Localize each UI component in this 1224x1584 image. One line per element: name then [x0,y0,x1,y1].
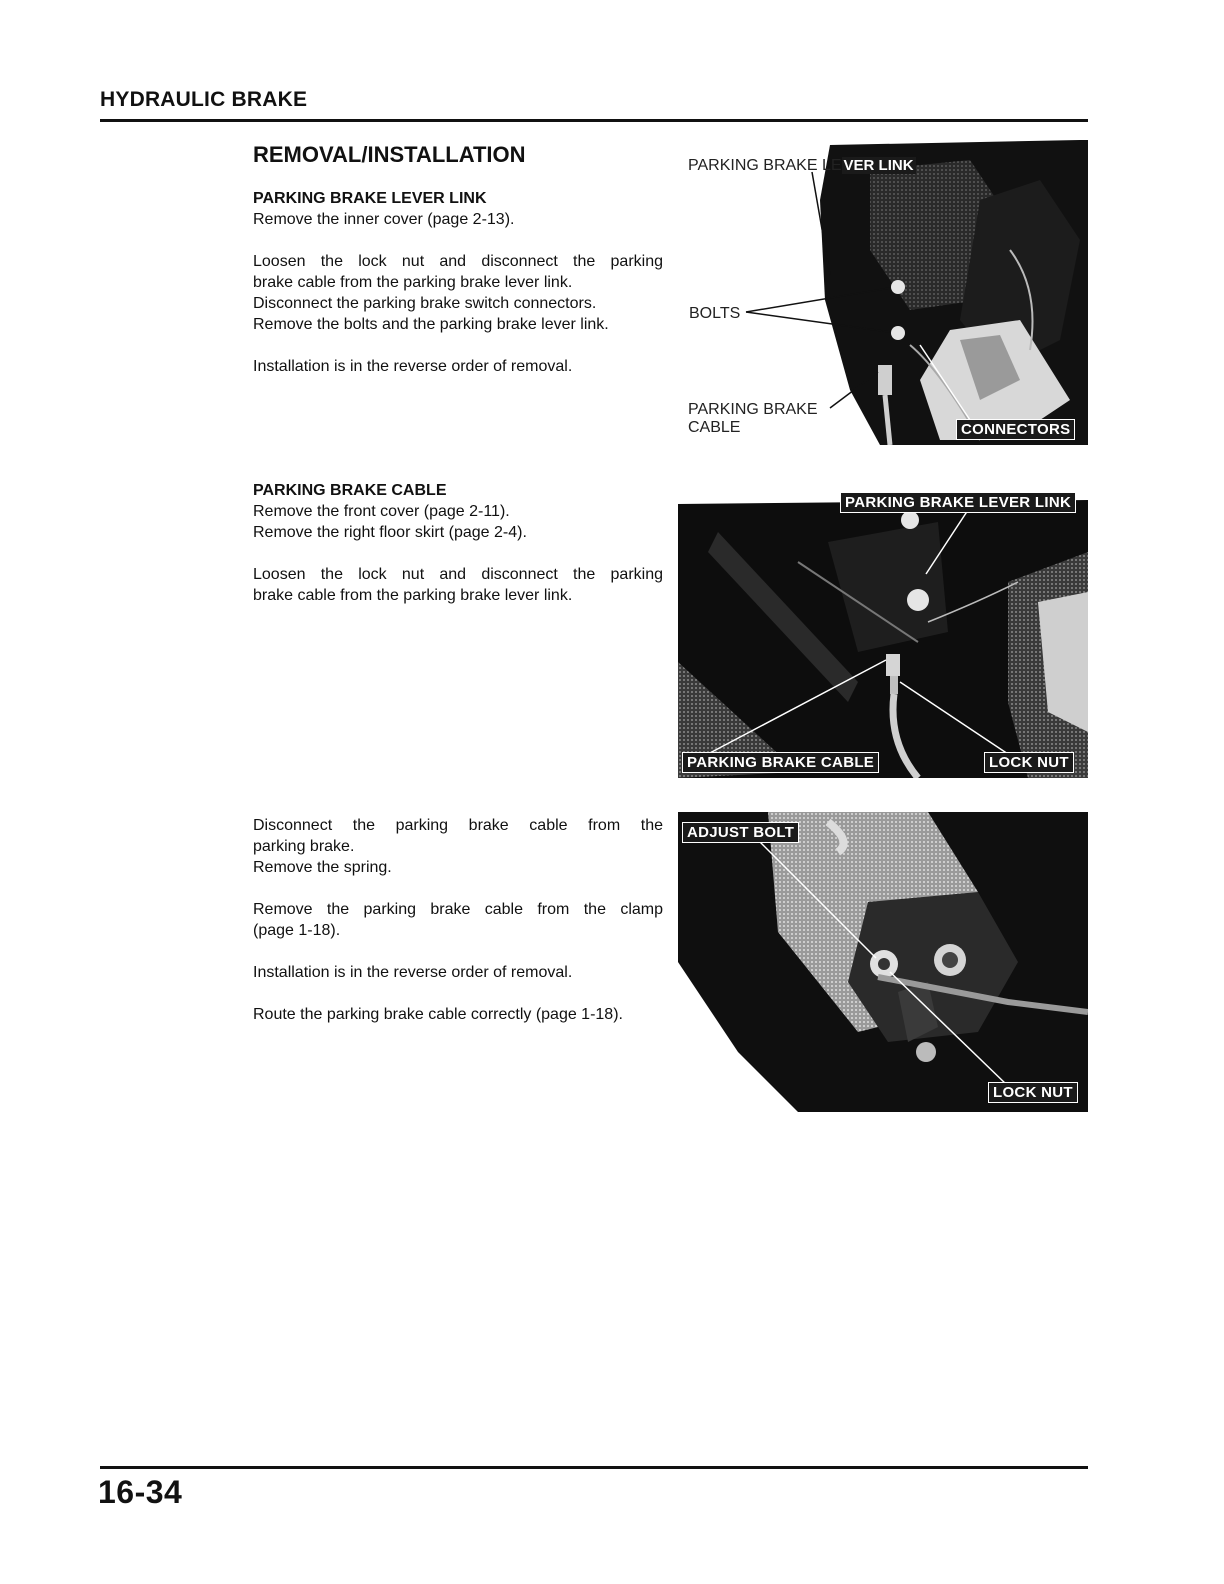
figure-parking-brake-photo [678,812,1088,1112]
label-cable: PARKING BRAKE CABLE [682,752,879,773]
cable-detail-line: parking brake. [253,838,355,855]
label-lever-link-b: VER LINK [843,157,914,174]
cable-step1 [253,501,663,543]
cable-detail-line: Route the parking brake cable correctly (page 1-18). [253,1006,623,1023]
figure-lever-link [680,140,1088,445]
cable-detail-step2 [253,899,663,941]
lever-link-line: brake cable from the parking brake lever link. [253,274,573,291]
figure-lever-link-photo [680,140,1088,445]
cable-detail-step4 [253,1004,663,1025]
lever-link-line: Remove the bolts and the parking brake lever link. [253,316,609,333]
cable-line: brake cable from the parking brake lever link. [253,587,573,604]
lever-link-step3 [253,356,663,377]
footer-rule [100,1466,1088,1469]
lever-link-step2 [253,251,663,335]
lever-link-line: Remove the inner cover (page 2-13). [253,211,515,228]
main-title: REMOVAL/INSTALLATION [253,142,526,167]
label-connectors: CONNECTORS [956,419,1075,440]
cable-line: Remove the right floor skirt (page 2-4). [253,524,527,541]
figure-cable-lever [678,482,1088,778]
lever-link-line: Loosen the lock nut and disconnect the parking [253,253,663,270]
figure-parking-brake [678,812,1088,1112]
cable-step2 [253,564,663,606]
cable-detail-line: (page 1-18). [253,922,341,939]
lever-link-step1 [253,209,663,230]
cable-detail-line: Installation is in the reverse order of removal. [253,964,573,981]
cable-detail-line: Disconnect the parking brake cable from the [253,817,663,834]
lever-link-line: Installation is in the reverse order of removal. [253,358,573,375]
header-rule [100,119,1088,122]
lever-link-line: Disconnect the parking brake switch connectors. [253,295,597,312]
label-lever-link-a: PARKING BRAKE LE [688,157,842,174]
label-lever-link: PARKING BRAKE LEVER LINK [840,492,1076,513]
cable-line: Loosen the lock nut and disconnect the parking [253,566,663,583]
label-cable-line1: PARKING BRAKE [688,401,818,418]
figure-cable-lever-photo [678,482,1088,778]
cable-line: Remove the front cover (page 2-11). [253,503,510,520]
cable-detail-line: Remove the parking brake cable from the clamp [253,901,663,918]
label-cable-line2: CABLE [688,419,741,436]
label-bolts: BOLTS [689,305,741,322]
cable-detail-step1 [253,815,663,878]
cable-section [253,480,663,627]
label-lever-link [688,157,916,175]
cable-detail-line: Remove the spring. [253,859,392,876]
label-adjust-bolt: ADJUST BOLT [682,822,799,843]
label-lock-nut: LOCK NUT [984,752,1074,773]
label-lock-nut: LOCK NUT [988,1082,1078,1103]
section-header: HYDRAULIC BRAKE [100,88,308,111]
lever-link-section [253,188,663,398]
cable-detail-step3 [253,962,663,983]
cable-heading: PARKING BRAKE CABLE [253,482,447,499]
cable-detail-section [253,815,663,1046]
page-number: 16-34 [98,1474,183,1510]
lever-link-heading: PARKING BRAKE LEVER LINK [253,190,487,207]
